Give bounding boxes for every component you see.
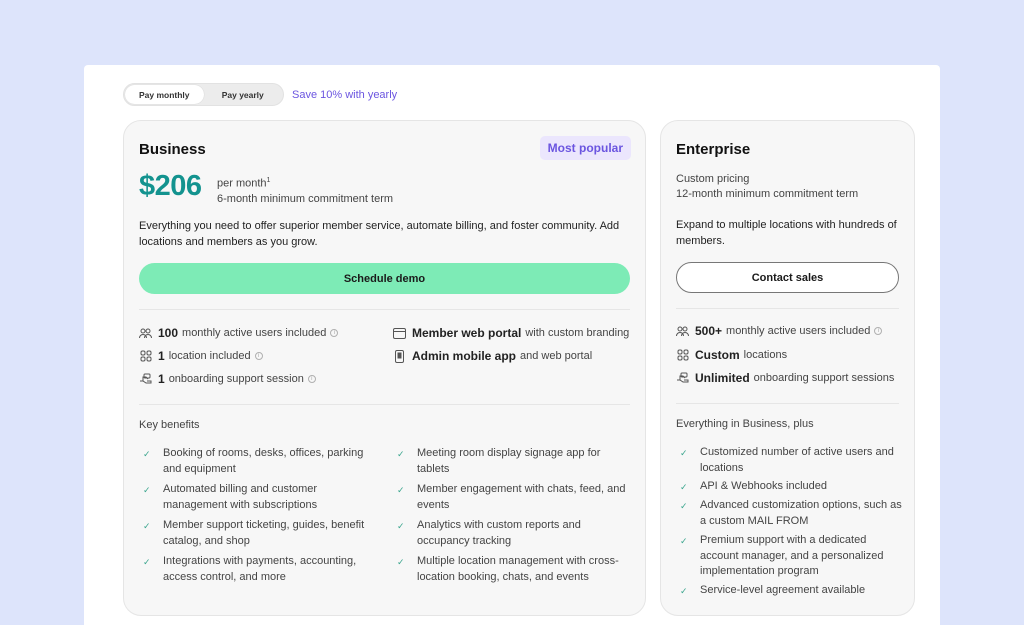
benefit-text: Member support ticketing, guides, benefit catalog, and shop (163, 519, 365, 547)
feature-text: and web portal (520, 350, 593, 362)
feature-admin-mobile-app (393, 349, 592, 363)
benefit-text: Premium support with a dedicated account manager, and a personalized implementation program (700, 534, 884, 577)
check-icon: ✓ (143, 557, 151, 567)
feature-active-users (139, 326, 338, 340)
feature-text: onboarding support sessions (753, 372, 895, 384)
feature-text: with custom branding (525, 327, 630, 339)
benefit-text: Integrations with payments, accounting, access control, and more (163, 555, 357, 583)
business-commitment: 6-month minimum commitment term (217, 192, 394, 205)
benefit-item (397, 446, 629, 477)
business-plan-card (123, 120, 646, 616)
info-icon[interactable]: i (308, 375, 316, 383)
benefit-text: Service-level agreement available (700, 584, 866, 596)
check-icon: ✓ (143, 449, 151, 459)
feature-value: Member web portal (412, 326, 522, 340)
most-popular-badge: Most popular (540, 136, 631, 160)
pay-yearly-option[interactable]: Pay yearly (221, 89, 264, 100)
benefit-item (680, 498, 905, 529)
check-icon: ✓ (397, 557, 405, 567)
divider (139, 404, 630, 405)
benefit-item (680, 479, 905, 496)
browser-icon (393, 327, 406, 340)
locations-icon (139, 350, 152, 363)
users-icon (139, 327, 152, 340)
feature-locations (139, 349, 263, 363)
feature-value: Custom (695, 348, 740, 362)
business-price: $206 (139, 170, 202, 202)
feature-member-web-portal (393, 326, 629, 340)
benefit-text: Advanced customization options, such as a custom MAIL FROM (700, 499, 902, 527)
check-icon: ✓ (680, 448, 688, 458)
check-icon: ✓ (680, 536, 688, 546)
business-price-meta (217, 173, 393, 207)
benefit-item (397, 482, 629, 513)
benefit-item (680, 583, 905, 600)
benefit-item (143, 446, 368, 477)
info-icon[interactable]: i (874, 327, 882, 335)
feature-value: 1 (158, 372, 165, 386)
check-icon: ✓ (397, 521, 405, 531)
key-benefits-label: Key benefits (139, 419, 200, 431)
benefit-text: Multiple location management with cross-location booking, chats, and events (417, 555, 619, 583)
feature-value: 100 (158, 326, 179, 340)
enterprise-plan-card (660, 120, 915, 616)
feature-text: onboarding support session (168, 373, 304, 385)
enterprise-pricing: Custom pricing (676, 173, 750, 185)
support-icon (676, 372, 689, 385)
feature-text: monthly active users included (726, 325, 871, 337)
check-icon: ✓ (680, 501, 688, 511)
benefit-item (143, 482, 368, 513)
benefit-text: Meeting room display signage app for tablets (417, 447, 601, 475)
feature-text: locations (743, 349, 788, 361)
divider (676, 403, 899, 404)
benefit-item (397, 518, 629, 549)
feature-value: 500+ (695, 324, 723, 338)
check-icon: ✓ (397, 485, 405, 495)
feature-value: 1 (158, 349, 165, 363)
contact-sales-button[interactable]: Contact sales (676, 262, 899, 293)
feature-value: Unlimited (695, 371, 750, 385)
business-description: Everything you need to offer superior member service, automate billing, and foster community. Add locations and members as you grow. (139, 220, 620, 248)
check-icon: ✓ (397, 449, 405, 459)
info-icon[interactable]: i (330, 329, 338, 337)
benefit-item (143, 518, 368, 549)
save-note: Save 10% with yearly (292, 88, 398, 101)
divider (676, 308, 899, 309)
mobile-icon (393, 350, 406, 363)
benefit-text: Customized number of active users and locations (700, 446, 894, 474)
feature-locations (676, 348, 787, 362)
schedule-demo-button[interactable]: Schedule demo (139, 263, 630, 294)
enterprise-benefits-label: Everything in Business, plus (676, 418, 814, 430)
locations-icon (676, 349, 689, 362)
feature-value: Admin mobile app (412, 349, 517, 363)
enterprise-price-meta (676, 172, 858, 202)
feature-onboarding (139, 372, 316, 386)
feature-onboarding (676, 371, 894, 385)
benefit-item (397, 554, 629, 585)
enterprise-description: Expand to multiple locations with hundreds of members. (676, 219, 897, 247)
feature-text: location included (168, 350, 251, 362)
price-unit: per month (217, 177, 267, 190)
pay-monthly-option[interactable]: Pay monthly (125, 85, 204, 104)
check-icon: ✓ (680, 482, 688, 492)
enterprise-plan-name: Enterprise (676, 141, 751, 158)
users-icon (676, 325, 689, 338)
price-footnote: 1 (266, 177, 271, 184)
pricing-panel (84, 65, 940, 625)
feature-active-users (676, 324, 882, 338)
divider (139, 309, 630, 310)
check-icon: ✓ (680, 586, 688, 596)
benefit-text: API & Webhooks included (700, 480, 827, 492)
benefit-text: Booking of rooms, desks, offices, parking and equipment (163, 447, 364, 475)
feature-text: monthly active users included (182, 327, 327, 339)
benefit-item (143, 554, 368, 585)
benefit-item (680, 533, 905, 580)
billing-toggle-row (123, 83, 397, 106)
check-icon: ✓ (143, 521, 151, 531)
info-icon[interactable]: i (255, 352, 263, 360)
enterprise-commitment: 12-month minimum commitment term (676, 188, 859, 200)
benefit-text: Automated billing and customer management with subscriptions (163, 483, 318, 511)
business-plan-name: Business (139, 141, 206, 158)
benefit-text: Member engagement with chats, feed, and events (417, 483, 626, 511)
check-icon: ✓ (143, 485, 151, 495)
billing-toggle (123, 83, 284, 106)
benefit-item (680, 445, 905, 476)
support-icon (139, 373, 152, 386)
benefit-text: Analytics with custom reports and occupancy tracking (417, 519, 581, 547)
